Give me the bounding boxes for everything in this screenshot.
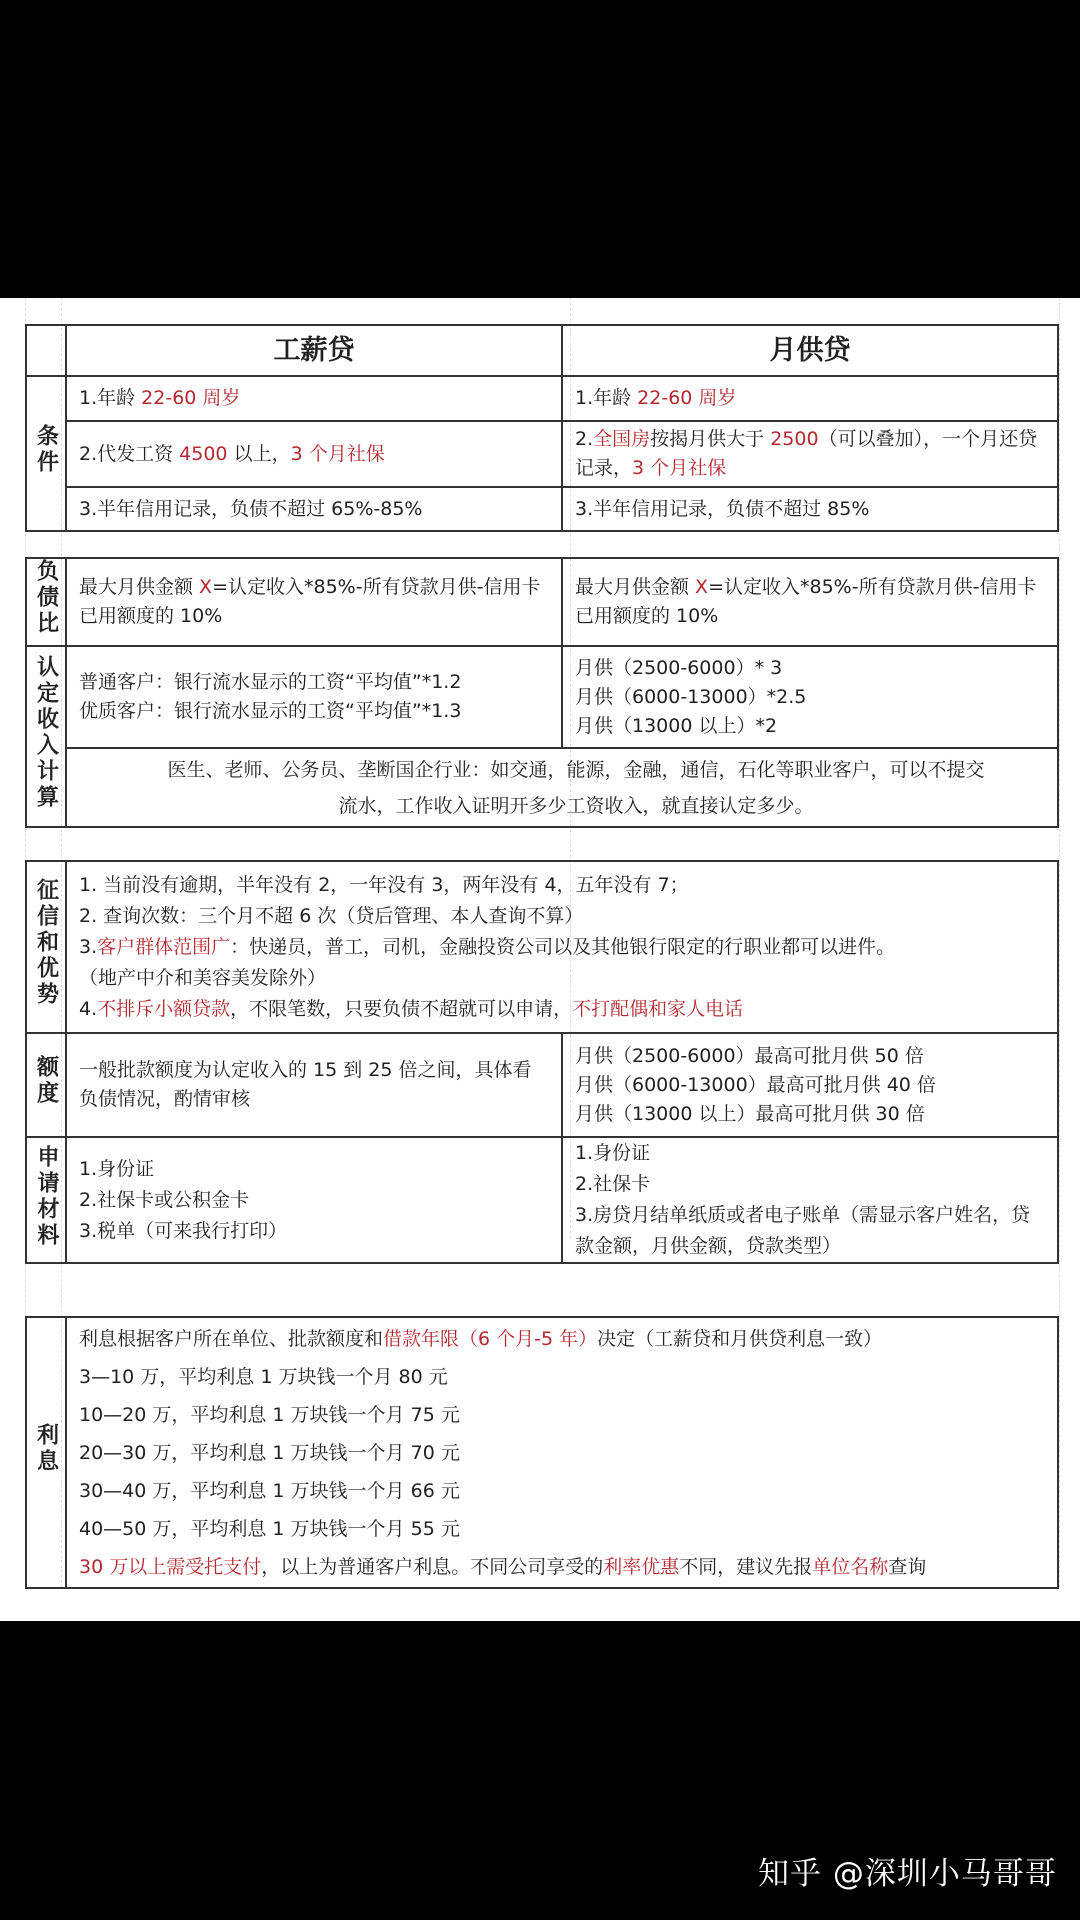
text: 月供（6000-13000）*2.5: [575, 685, 807, 708]
text: 40—50 万，平均利息 1 万块钱一个月 55 元: [79, 1517, 460, 1540]
text-line: [79, 963, 1045, 994]
text: 3.: [79, 935, 98, 958]
gridline: [1059, 298, 1060, 1588]
credit-table: [25, 860, 1059, 1264]
text: ，以上为普通客户利息。不同公司享受的: [261, 1555, 604, 1578]
text: 1.年龄: [575, 387, 638, 409]
text: 3.税单（可来我行打印）: [79, 1219, 288, 1242]
row-label-amount: [26, 1033, 66, 1137]
text: =认定收入*85%-所有贷款月供-信用卡已用额度的 10%: [575, 576, 1037, 627]
vertical-label-text: 征信和优势: [33, 878, 59, 1008]
cell: [562, 646, 1058, 748]
text: 最大月供金额: [79, 576, 200, 598]
text: 2.: [575, 428, 594, 450]
text: 决定（工薪贷和月供贷利息一致）: [597, 1327, 883, 1350]
text: =认定收入*85%-所有贷款月供-信用卡已用额度的 10%: [79, 576, 541, 627]
vertical-label-text: 额度: [33, 1055, 59, 1107]
cell: [66, 1137, 562, 1263]
cell: [66, 1317, 1058, 1588]
cell: [562, 376, 1058, 421]
cell: [66, 861, 1058, 1033]
highlight-text: 3 个月社保: [290, 442, 385, 465]
vertical-label-text: 负债比: [33, 559, 59, 637]
text: 月供（6000-13000）最高可批月供 40 倍: [575, 1073, 936, 1096]
text: 1.身份证: [79, 1157, 155, 1180]
highlight-text: 30 万以上需受托支付: [79, 1555, 262, 1578]
text: 查询: [888, 1555, 927, 1578]
highlight-text: 不打配偶和家人电话: [572, 997, 744, 1020]
cell: [562, 1033, 1058, 1137]
text: 3.房贷月结单纸质或者电子账单（需显示客户姓名，贷款金额，月供金额，贷款类型）: [575, 1204, 1031, 1257]
row-label-income: [26, 646, 66, 827]
text: 3.半年信用记录，负债不超过 85%: [575, 497, 870, 520]
cell: [562, 487, 1058, 531]
highlight-text: 2500: [770, 428, 819, 450]
text-line: [79, 870, 1045, 901]
highlight-text: 22-60 周岁: [141, 387, 241, 409]
highlight-text: 3 个月社保: [632, 457, 727, 479]
cell: [66, 376, 562, 421]
text: 2. 查询次数：三个月不超 6 次（贷后管理、本人查询不算）: [79, 904, 584, 927]
text: 不同，建议先报: [679, 1555, 813, 1578]
header-mortgage-loan: 月供贷: [562, 325, 1058, 376]
row-label-conditions: [26, 376, 66, 531]
text: 3—10 万，平均利息 1 万块钱一个月 80 元: [79, 1365, 448, 1388]
text: 4.: [79, 997, 98, 1020]
text-line: [79, 1320, 1045, 1358]
text: （可以叠加），一个月还贷记录，: [575, 428, 1038, 479]
cell: [66, 558, 562, 646]
text: 最大月供金额: [575, 576, 696, 598]
text: ，不限笔数，只要负债不超就可以申请，: [230, 997, 573, 1020]
text: 2.社保卡: [575, 1173, 651, 1195]
text-line: [79, 901, 1045, 932]
row-label-materials: [26, 1137, 66, 1263]
text: （地产中介和美容美发除外）: [79, 966, 327, 989]
cell: [66, 487, 562, 531]
cell: [562, 558, 1058, 646]
cell: [562, 421, 1058, 487]
vertical-label-text: 认定收入计算: [33, 654, 59, 811]
highlight-text: 单位名称: [812, 1555, 889, 1578]
cell: [66, 646, 562, 748]
highlight-text: 不排斥小额贷款: [97, 997, 231, 1020]
highlight-text: 利率优惠: [603, 1555, 680, 1578]
text: 以上，: [227, 442, 291, 465]
text-line: [79, 1510, 1045, 1548]
text: 优质客户：银行流水显示的工资“平均值”*1.3: [79, 700, 462, 722]
highlight-text: 全国房: [593, 428, 651, 450]
text-line: [79, 932, 1045, 963]
row-label-credit: [26, 861, 66, 1033]
text-line: [79, 1358, 1045, 1396]
text: 月供（2500-6000）* 3: [575, 656, 783, 679]
text-line: [79, 1434, 1045, 1472]
text: 20—30 万，平均利息 1 万块钱一个月 70 元: [79, 1441, 460, 1464]
row-label-debt-ratio: [26, 558, 66, 646]
text: 3.半年信用记录，负债不超过 65%-85%: [79, 497, 423, 520]
text: 1.身份证: [575, 1142, 651, 1164]
cell: [562, 1137, 1058, 1263]
text: ：快递员，普工，司机，金融投资公司以及其他银行限定的行职业都可以进件。: [230, 935, 896, 958]
text: 月供（13000 以上）最高可批月供 30 倍: [575, 1102, 925, 1125]
text: 医生、老师、公务员、垄断国企行业：如交通，能源，金融，通信，石化等职业客户，可以不提交: [167, 758, 985, 781]
text: 10—20 万，平均利息 1 万块钱一个月 75 元: [79, 1403, 460, 1426]
text: 月供（2500-6000）最高可批月供 50 倍: [575, 1044, 924, 1067]
cell: [66, 421, 562, 487]
highlight-text: X: [695, 576, 709, 598]
vertical-label-text: 条件: [33, 423, 59, 476]
highlight-text: 借款年限（6 个月-5 年）: [383, 1327, 598, 1350]
highlight-text: 22-60 周岁: [637, 387, 737, 409]
text: 1. 当前没有逾期，半年没有 2，一年没有 3，两年没有 4，五年没有 7；: [79, 873, 689, 896]
text-line: [79, 1396, 1045, 1434]
text: 月供（13000 以上）*2: [575, 714, 778, 737]
text: 按揭月供大于: [650, 428, 771, 450]
interest-table: [25, 1316, 1059, 1589]
highlight-text: 客户群体范围广: [97, 935, 231, 958]
text-line: [79, 1548, 1045, 1586]
text: 利息根据客户所在单位、批款额度和: [79, 1327, 384, 1350]
text: 流水，工作收入证明开多少工资收入，就直接认定多少。: [338, 794, 814, 817]
conditions-table: [25, 324, 1059, 532]
vertical-label-text: 申请材料: [34, 1145, 59, 1249]
text-line: [79, 994, 1045, 1025]
cell: 一般批款额度为认定收入的 15 到 25 倍之间，具体看负债情况，酌情审核: [66, 1033, 562, 1137]
cell: [66, 748, 1058, 827]
highlight-text: X: [199, 576, 213, 598]
vertical-label-text: 利息: [33, 1422, 59, 1475]
text-line: [79, 1472, 1045, 1510]
text: 普通客户：银行流水显示的工资“平均值”*1.2: [79, 671, 462, 693]
text: 2.社保卡或公积金卡: [79, 1188, 250, 1211]
text: 1.年龄: [79, 387, 142, 409]
row-label-interest: [26, 1317, 66, 1588]
text: 2.代发工资: [79, 442, 180, 465]
highlight-text: 4500: [179, 442, 228, 465]
income-table: [25, 557, 1059, 828]
header-salary-loan: 工薪贷: [66, 325, 562, 376]
watermark: 知乎 @深圳小马哥哥: [758, 1856, 1057, 1892]
text: 30—40 万，平均利息 1 万块钱一个月 66 元: [79, 1479, 460, 1502]
